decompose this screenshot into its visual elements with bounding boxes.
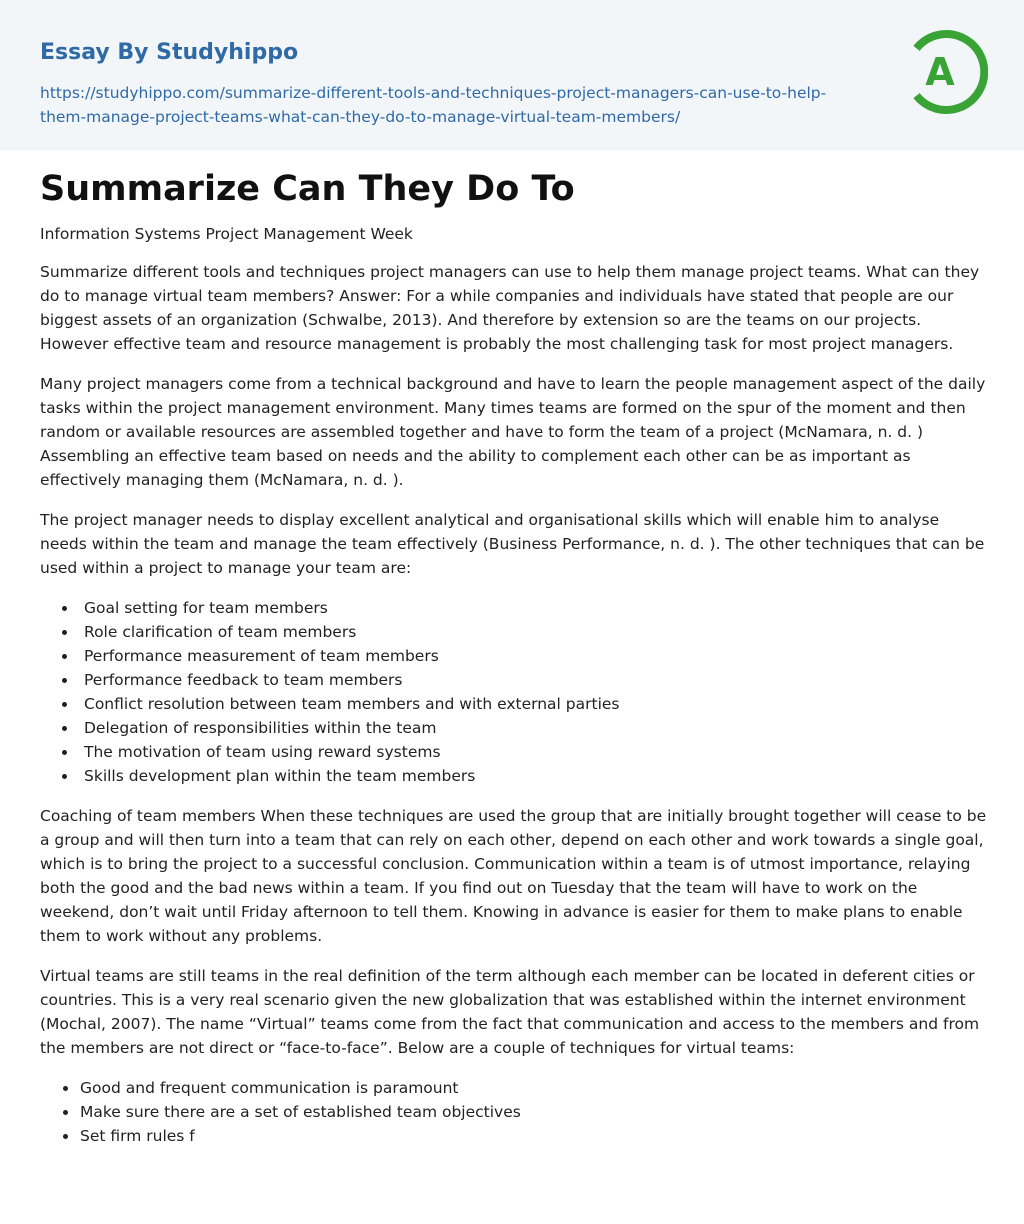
studyhippo-logo-icon[interactable] (906, 28, 988, 116)
paragraph: Virtual teams are still teams in the real definition of the term although each member can be located in deferent cities or countries. This is a very real scenario given the new globalization that was established within the internet environment (Mochal, 2007). The name “Virtual” teams come from the fact that communication and access to the members and from the members are not direct or “face-to-face”. Below are a couple of techniques for virtual teams: (40, 967, 980, 1057)
site-brand[interactable]: Essay By Studyhippo (40, 40, 299, 65)
list-item: Delegation of responsibilities within the team (40, 716, 990, 740)
team-techniques-list (40, 596, 990, 788)
paragraph: Coaching of team members When these techniques are used the group that are initially brought together will cease to be a group and will then turn into a team that can rely on each other, depend on each other and work towards a single goal, which is to bring the project to a successful conclusion. Communication within a team is of utmost importance, relaying both the good and the bad news within a team. If you find out on Tuesday that the team will have to work on the weekend, don’t wait until Friday afternoon to tell them. Knowing in advance is easier for them to make plans to enable them to work without any problems. (40, 807, 987, 945)
paragraph: The project manager needs to display excellent analytical and organisational skills which will enable him to analyse needs within the team and manage the team effectively (Business Performance, n. d. ). The other techniques that can be used within a project to manage your team are: (40, 511, 985, 577)
list-item: Performance feedback to team members (40, 668, 990, 692)
list-item: Performance measurement of team members (40, 644, 990, 668)
list-item: The motivation of team using reward systems (40, 740, 990, 764)
source-url-link[interactable]: https://studyhippo.com/summarize-different-tools-and-techniques-project-managers-can-use-to-help-them-manage-project-teams-what-can-they-do-to-manage-virtual-team-members/ (40, 84, 827, 126)
list-item: Role clarification of team members (40, 620, 990, 644)
list-item: Skills development plan within the team members (40, 764, 990, 788)
list-item: Conflict resolution between team members and with external parties (40, 692, 990, 716)
article-subtitle: Information Systems Project Management Week (40, 225, 413, 243)
list-item: Make sure there are a set of established team objectives (40, 1100, 990, 1124)
list-item: Good and frequent communication is paramount (40, 1076, 990, 1100)
list-item: Goal setting for team members (40, 596, 990, 620)
article (40, 164, 990, 1164)
paragraph: Summarize different tools and techniques project managers can use to help them manage project teams. What can they do to manage virtual team members? Answer: For a while companies and individuals have stated that people are our biggest assets of an organization (Schwalbe, 2013). And therefore by extension so are the teams on our projects. However effective team and resource management is probably the most challenging task for most project managers. (40, 263, 980, 353)
list-item: Set firm rules f (40, 1124, 990, 1148)
paragraph: Many project managers come from a technical background and have to learn the people management aspect of the daily tasks within the project management environment. Many times teams are formed on the spur of the moment and then random or available resources are assembled together and have to form the team of a project (McNamara, n. d. ) Assembling an effective team based on needs and the ability to complement each other can be as important as effectively managing them (McNamara, n. d. ). (40, 375, 986, 489)
page-title: Summarize Can They Do To (40, 169, 575, 209)
site-header (0, 0, 1024, 150)
logo-letter: A (925, 50, 955, 94)
virtual-team-techniques-list (40, 1076, 990, 1148)
